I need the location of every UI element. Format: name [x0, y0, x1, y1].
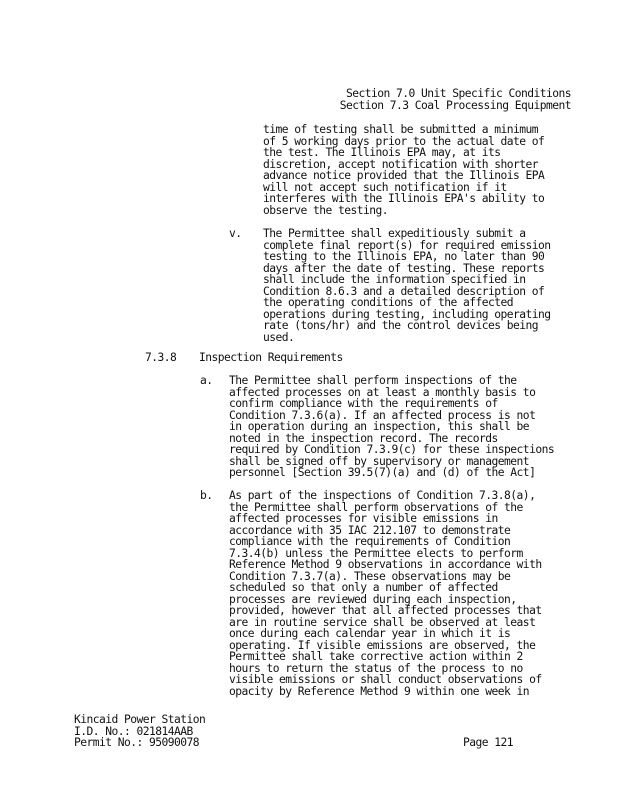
- text-line: rate (tons/hr) and the control devices being: [263, 319, 539, 332]
- section-title: Inspection Requirements: [199, 351, 343, 364]
- text-line: The Permittee shall perform inspections of the: [229, 374, 517, 387]
- text-line: will not accept such notification if it: [263, 180, 507, 194]
- text-line: As part of the inspections of Condition 7.3.8(a),: [229, 489, 536, 502]
- section-number: 7.3.8: [145, 351, 177, 364]
- text-line: in operation during an inspection, this shall be: [229, 420, 530, 433]
- text-line: Reference Method 9 observations in accordance with: [229, 558, 542, 571]
- text-line: scheduled so that only a number of affected: [229, 581, 498, 594]
- text-line: affected processes for visible emissions in: [229, 512, 498, 525]
- paragraph-testing-notice: [263, 124, 544, 216]
- paragraph-item-v: [263, 228, 551, 343]
- text-line: operating. If visible emissions are observed, the: [229, 638, 536, 652]
- text-line: shall include the information specified in: [263, 273, 526, 286]
- text-line: hours to return the status of the process to no: [229, 661, 523, 675]
- text-line: operations during testing, including operating: [263, 307, 551, 321]
- item-marker-b: b.: [200, 489, 213, 502]
- text-line: Condition 7.3.6(a). If an affected process is not: [229, 408, 536, 422]
- footer-facility-name: Kincaid Power Station: [74, 713, 206, 726]
- text-line: days after the date of testing. These reports: [263, 261, 545, 275]
- text-line: noted in the inspection record. The records: [229, 431, 498, 445]
- text-line: Condition 8.6.3 and a detailed description of: [263, 284, 545, 298]
- page-number: Page 121: [463, 736, 514, 749]
- text-line: advance notice provided that the Illinois EPA: [263, 169, 545, 182]
- section-header-line-1: Section 7.0 Unit Specific Conditions: [345, 87, 571, 100]
- text-line: The Permittee shall expeditiously submit a: [263, 227, 526, 240]
- text-line: 7.3.4(b) unless the Permittee elects to perform: [229, 546, 523, 560]
- text-line: provided, however that all affected processes that: [229, 604, 542, 617]
- text-line: the Permittee shall perform observations of the: [229, 500, 523, 514]
- text-line: affected processes on at least a monthly basis to: [229, 385, 536, 399]
- text-line: used.: [263, 330, 295, 344]
- text-line: opacity by Reference Method 9 within one week in: [229, 684, 530, 698]
- text-line: are in routine service shall be observed at least: [229, 615, 536, 629]
- item-marker-a: a.: [200, 374, 213, 387]
- text-line: personnel [Section 39.5(7)(a) and (d) of the Act]: [229, 466, 536, 479]
- text-line: complete final report(s) for required emission: [263, 238, 551, 252]
- text-line: compliance with the requirements of Condition: [229, 535, 511, 548]
- text-line: interferes with the Illinois EPA's ability to: [263, 192, 545, 205]
- text-line: once during each calendar year in which it is: [229, 627, 511, 640]
- text-line: observe the testing.: [263, 203, 389, 217]
- text-line: the operating conditions of the affected: [263, 296, 514, 309]
- footer-id-number: I.D. No.: 021814AAB: [74, 724, 193, 738]
- text-line: confirm compliance with the requirements of: [229, 397, 498, 410]
- text-line: the test. The Illinois EPA may, at its: [263, 146, 501, 159]
- paragraph-item-a: [229, 375, 554, 479]
- item-marker-v: v.: [229, 227, 242, 240]
- text-line: shall be signed off by supervisory or management: [229, 454, 530, 468]
- text-line: Condition 7.3.7(a). These observations may be: [229, 569, 511, 583]
- text-line: processes are reviewed during each inspection,: [229, 592, 517, 606]
- text-line: of 5 working days prior to the actual date of: [263, 134, 545, 148]
- text-line: discretion, accept notification with shorter: [263, 157, 539, 171]
- text-line: Permittee shall take corrective action within 2: [229, 650, 523, 663]
- text-line: visible emissions or shall conduct observations of: [229, 673, 542, 686]
- text-line: time of testing shall be submitted a minimum: [263, 123, 539, 136]
- footer-identification: [74, 714, 205, 749]
- text-line: required by Condition 7.3.9(c) for these inspections: [229, 443, 555, 456]
- text-line: testing to the Illinois EPA, no later than 90: [263, 250, 545, 263]
- paragraph-item-b: [229, 490, 542, 697]
- footer-permit-number: Permit No.: 95090078: [74, 736, 200, 749]
- text-line: accordance with 35 IAC 212.107 to demonstrate: [229, 523, 511, 537]
- section-header-line-2: Section 7.3 Coal Processing Equipment: [339, 99, 571, 112]
